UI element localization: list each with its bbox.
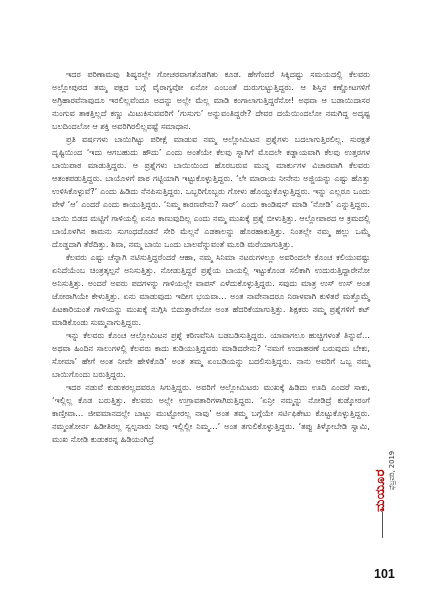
article-body [52, 68, 370, 446]
article-paragraph-2: ಪ್ರತಿ ವರ್ಷಗಳು ಬಾಯಿಗಿಟ್ಟು ಪರೀಕ್ಷೆ ಮಾಡುವ ನಮ್ಮ ಆಲ್ಲೋಮಿಟನ ಪ್ರಶ್ನೆಗಳು ಬದಲಾಗುತ್ತಿರಲಿಲ್ಲ. ಸುರಕ್ಷತೆ ದೃಷ್ಟಿಯಿಂದ ‘ಇದು ಆಗಬಹುದು ಹೌದು’ ಎಂದು ಅಂತೆಯೇ ಕೆಲವು ಸ್ನಾಗಿಗೆ ಮೊದಲೇ ಕಡ್ಡಾಯವಾಗಿ ಕೆಲವು ಉತ್ತರಗಳ ಬಾಯಿಪಾಠ ಮಾಡುತ್ತಿದ್ದರು. ಆ ಪ್ರಶ್ನೆಗಳು ಬಾಯಿಯಿಂದ ಹೊರಬರುವ ಮುನ್ನ ಮಾರ್ಕುಗಳ ವಿಚಾರವಾಗಿ ಕೆಲವರು ಆತಂಕಪಡುತ್ತಿದ್ದರು. ಬಾಯೊಳಗೆ ಪಾಠ ಗಟ್ಟಿಯಾಗಿ ಇಟ್ಟುಕೊಳ್ಳುತ್ತಿದ್ದರು. ‘ಲೇ ಮಾರಾಯ ನೀನೇನು ಅಜ್ಜಿಯನ್ನು ಎಷ್ಟು ಹೊತ್ತು ಉಳಿಸಿಕೊಳ್ಳುವೆ?’ ಎಂದು ಹಿಡಿದು ನೆನಪಿಸುತ್ತಿದ್ದರು. ಒಬ್ಬರಿಗೊಬ್ಬರು ಗೋಳು ಹೊಯ್ದುಕೊಳ್ಳುತ್ತಿದ್ದರು. ಇನ್ನು ಎಲ್ಲರೂ ಒಂದು ವೇಳೆ ‘ಆ’ ಎಂದರೆ ಎಂದು ಕಾಯುತ್ತಿದ್ದರು. ‘ನಿಮ್ಮ ಕಾರಣವೇನು? ಸಾರ್’ ಎಂದು ಕಾಂಡಿಷನ್ ಮಾಡಿ ‘ನೋಡಿ’ ಎನ್ನುತ್ತಿದ್ದರು. ಬಾಯಿ ಬಿಡದ ಮಟ್ಟಿಗೆ ಗಾಳಿಯಲ್ಲಿ ಏನೂ ಕಾಣುವುದಿಲ್ಲ ಎಂದು ನಮ್ಮ ಮುಖಕ್ಕೆ ಪ್ರಶ್ನೆ ಬೀಳುತ್ತಿತ್ತು. ಆಲ್ಲೋಪಾಠದ ಆ ಕ್ರಮದಲ್ಲಿ ಬಾಯೊಳಗಿನ ಕಾಮನು ಸುಗಂಧದೊಡನೆ ಸೇರಿ ಮೆಲ್ಲನೆ ಎಡಕಾಲನ್ನು ಹೊರಹಾಕುತ್ತಿತ್ತು. ನಿಂತಲ್ಲೇ ನಮ್ಮ ಹಲ್ಲು ಒಮ್ಮೆ ದೊಡ್ಡದಾಗಿ ತೆರೆದಿತ್ತು. ಶಿವಾ, ನಮ್ಮ ಬಾಯಿ ಒಂದು ಬಾಲವೆನ್ನುವಂತೆ ಮೂಡಿ ಮರೆಯಾಗುತ್ತಿತ್ತು. [52, 134, 370, 249]
article-paragraph-1: ಇದರ ಪರಿಣಾಮವು ಶಿಷ್ಯರಲ್ಲೇ ಗೋಚರವಾಗತೊಡಗಿತು ಕೂಡ. ಹೇಗೆಂದರೆ ಸಿಕ್ಕಿದಷ್ಟು ಸಮಯದಲ್ಲಿ ಕೆಲವರು ಅಲ್ಲೋಪುರದ ತಮ್ಮ ಪಕ್ಷದ ಬಗ್ಗೆ ವೈರಾಗ್ಯವೋ ಏನೋ ಎಂಬಂತೆ ದುರುಗುಟ್ಟುತ್ತಿದ್ದರು. ಆ ಶಿಸ್ತಿನ ಕಣ್ಣೋಟಗಳಿಗೆ ಅಗ್ರಿಹಾರವೆನಾವುದೂ ಇರಲಿಲ್ಲವೆಂದೂ ಅದನ್ನು ಅಲ್ಲೇ ಮೆಲ್ಲ ಮಾಡಿ ಕಂಗಾಲಾಗುತ್ತಿದ್ದರೆನೋ! ಅಥವಾ ಆ ಬಡಾಯಿದಾಸರ ನುಂಗುವ ತಾಕತ್ತಿಲ್ಲದೆ ಕಣ್ಣು ಮಿಟುಕಿಸುವವರಿಗೆ ‘ಗುಸುಗು’ ಅನ್ನುವಂತಿದ್ದರೇ? ದೇವರ ದಯೆಯಿಂದಲೋ ನಮಗಿದ್ದ ಅದೃಷ್ಟ ಬಲದಿಂದಲೋ ಆ ಶಕ್ತಿ ಅವರಿಗಿರಲಿಲ್ಲವಷ್ಟೆ ಸಮಾಧಾನ. [52, 69, 370, 132]
article-paragraph-5: ಇದರ ನಡುವೆ ಕುಡುಕರಲ್ಲದವರೂ ಸಿಗುತ್ತಿದ್ದರು. ಅವರಿಗೆ ಆಲ್ಲೋಮಿಟರು ಮುಖಕ್ಕೆ ಹಿಡಿದು ಊದಿ ಎಂದರೆ ಸಾಕು, ‘ಇಲ್ಲಿಲ್ಲ ಕೊಡ ಬರುತ್ತಿತ್ತು. ಕೆಲವರು ಅಲ್ಲೇ ಉಗ್ರಾವತಾರಿಗಳಾಗಿರುತ್ತಿದ್ದರು. ‘ಏನ್ರೀ ನಮ್ಮನ್ನು ನೋಡಿದ್ರೆ ಕುಡ್ಕೋರಂಗೆ ಕಾಣ್ತೀವಾ… ಜೀವಮಾನದಲ್ಲೇ ಬಾಟ್ಲು ಮುಟ್ಟೋರಲ್ಲ ನಾವು’ ಅಂತ ತಮ್ಮ ಬಗ್ಗೆಯೇ ಸರ್ಟಿಫಿಕೇಟು ಕೊಟ್ಟುಕೊಳ್ಳುತ್ತಿದ್ದರು. ನಮ್ಮಂತೋರ್ನ ಹಿಡೀತಿರಲ್ಲ ಸ್ವಲ್ಪನಾರು ನೀವು ಇಲ್ಲಿಲ್ಲೀ ನಿಮ್ಮ…’ ಅಂತ ತಗುಲಿಕೊಳ್ಳುತ್ತಿದ್ದರು. ‘ತಪ್ಪು ತಿಳ್ಕೋಬೇಡಿ ಸ್ವಾಮಿ, ಮುಖ ನೋಡಿ ಕುಡುಕರನ್ನ ಹಿಡಿಯಂಗಿದ್ರೆ [52, 382, 370, 445]
page-number: 101 [374, 567, 395, 581]
article-paragraph-3: ಕೆಲವರು ಎಷ್ಟು ಚೆನ್ನಾಗಿ ನಟಿಸುತ್ತಿದ್ದರೆಂದರೆ ಆಹಾ, ನಮ್ಮ ಸಿನಿಮಾ ನಟರುಗಳಲ್ಲೂ ಅವರಿಂದಲೇ ಕೊಂಚ ಕಲಿಯುವಷ್ಟು ಏನಿದೆಯೆಂಬ ಚಿಂತ್ರತ್ಕಲ್ಪನೆ ಅನಿಸುತ್ತಿತ್ತು. ನೋಡುತ್ತಿದ್ದರೆ ಪ್ರಶ್ನೆಯ ಬಾಯಲ್ಲಿ ಇಟ್ಟುಕೊಂಡ ಸಲಿಕಾಗಿ ಉದುರುತ್ತಿದ್ದಾರೇನೋ ಅನಿಸುತ್ತಿತ್ತು. ಅಂದರೆ ಅವರು ಪದಗಳನ್ನು ಗಾಳಿಯಲ್ಲೇ ವಾಪಸ್ ಎಳೆದುಕೊಳ್ಳುತ್ತಿದ್ದರು. ಸವುದು ಮಾತ್ರ ಉಸ್ ಉಸ್ ಅಂತ ಜೋರಾಗಿಯೇ ಕೇಳುತ್ತಿತ್ತು. ಏನು ಮಾಡುವುದು ಇದೀಗ ಭಯವಾ… ಅಂತ ನಾವೇನಾದರೂ ನಿರಾಳವಾಗಿ ಕುಳಿತರೆ ಮತ್ತೊಮ್ಮೆ ಪಿಟಕಾರಿಯಂತೆ ಗಾಳಿಯನ್ನು ಮುಖಕ್ಕೆ ನುಗ್ಗಿಸಿ ಬಿದುತ್ತಾರೇನೋ ಅಂತ ಹೆದರಿಕೆಯಾಗುತ್ತಿತ್ತು. ಶಿಕ್ಷಕರು ನಮ್ಮ ಪ್ರಶ್ನೆಗಳಿಗೆ ಕಟ್ ಮಾಡಿಕೊಂಡು ಸುಮ್ಮನಾಗುತ್ತಿದ್ದರು. [52, 251, 370, 327]
article-paragraph-4: ಇನ್ನು ಕೆಲವರು ಕೊಂಚ ಆಲ್ಲೋಮಿಟನ ಪ್ರಶ್ನೆ ಕಠಿಣವೆನಿಸಿ ಬಡಬಡಿಸುತ್ತಿದ್ದರು. ಯಾವಾಗಲೂ ಹುಚ್ಚಿಗಳಂತೆ ತಿನ್ನುವೆ… ಅಥವಾ ಹಿಂದಿನ ಸಾಲುಗಳಲ್ಲಿ ಕೆಲವರು ಕಾದು ಕುಡಿಯುತ್ತಿದ್ದವರು ಮಾಡಿದರೇನು? ‘ನಮಗೆ ಉದಾಹರಣೆ ಬರುವುದು ಬೇಕು, ಸೋಮಾ’ ಹೇಗೆ ಅಂತ ನೀವೇ ಹೇಳಿಕೊಡಿ’ ಅಂತ ತಮ್ಮ ಏಂಬಡಿಯನ್ನು ಬದಲಿಸುತ್ತಿದ್ದರು. ನಾನು ಅವರಿಗೆ ಒಬ್ಬ ನಮ್ಮ ಬಾಯಿಗೊಂದು ಬರುತ್ತಿದ್ದರು. [52, 329, 370, 380]
magazine-name: ಮಯೂರ [373, 469, 388, 512]
issue-date: ಫೆಬ್ರವರಿ, 2019 [388, 450, 396, 490]
footer-divider [382, 512, 383, 538]
